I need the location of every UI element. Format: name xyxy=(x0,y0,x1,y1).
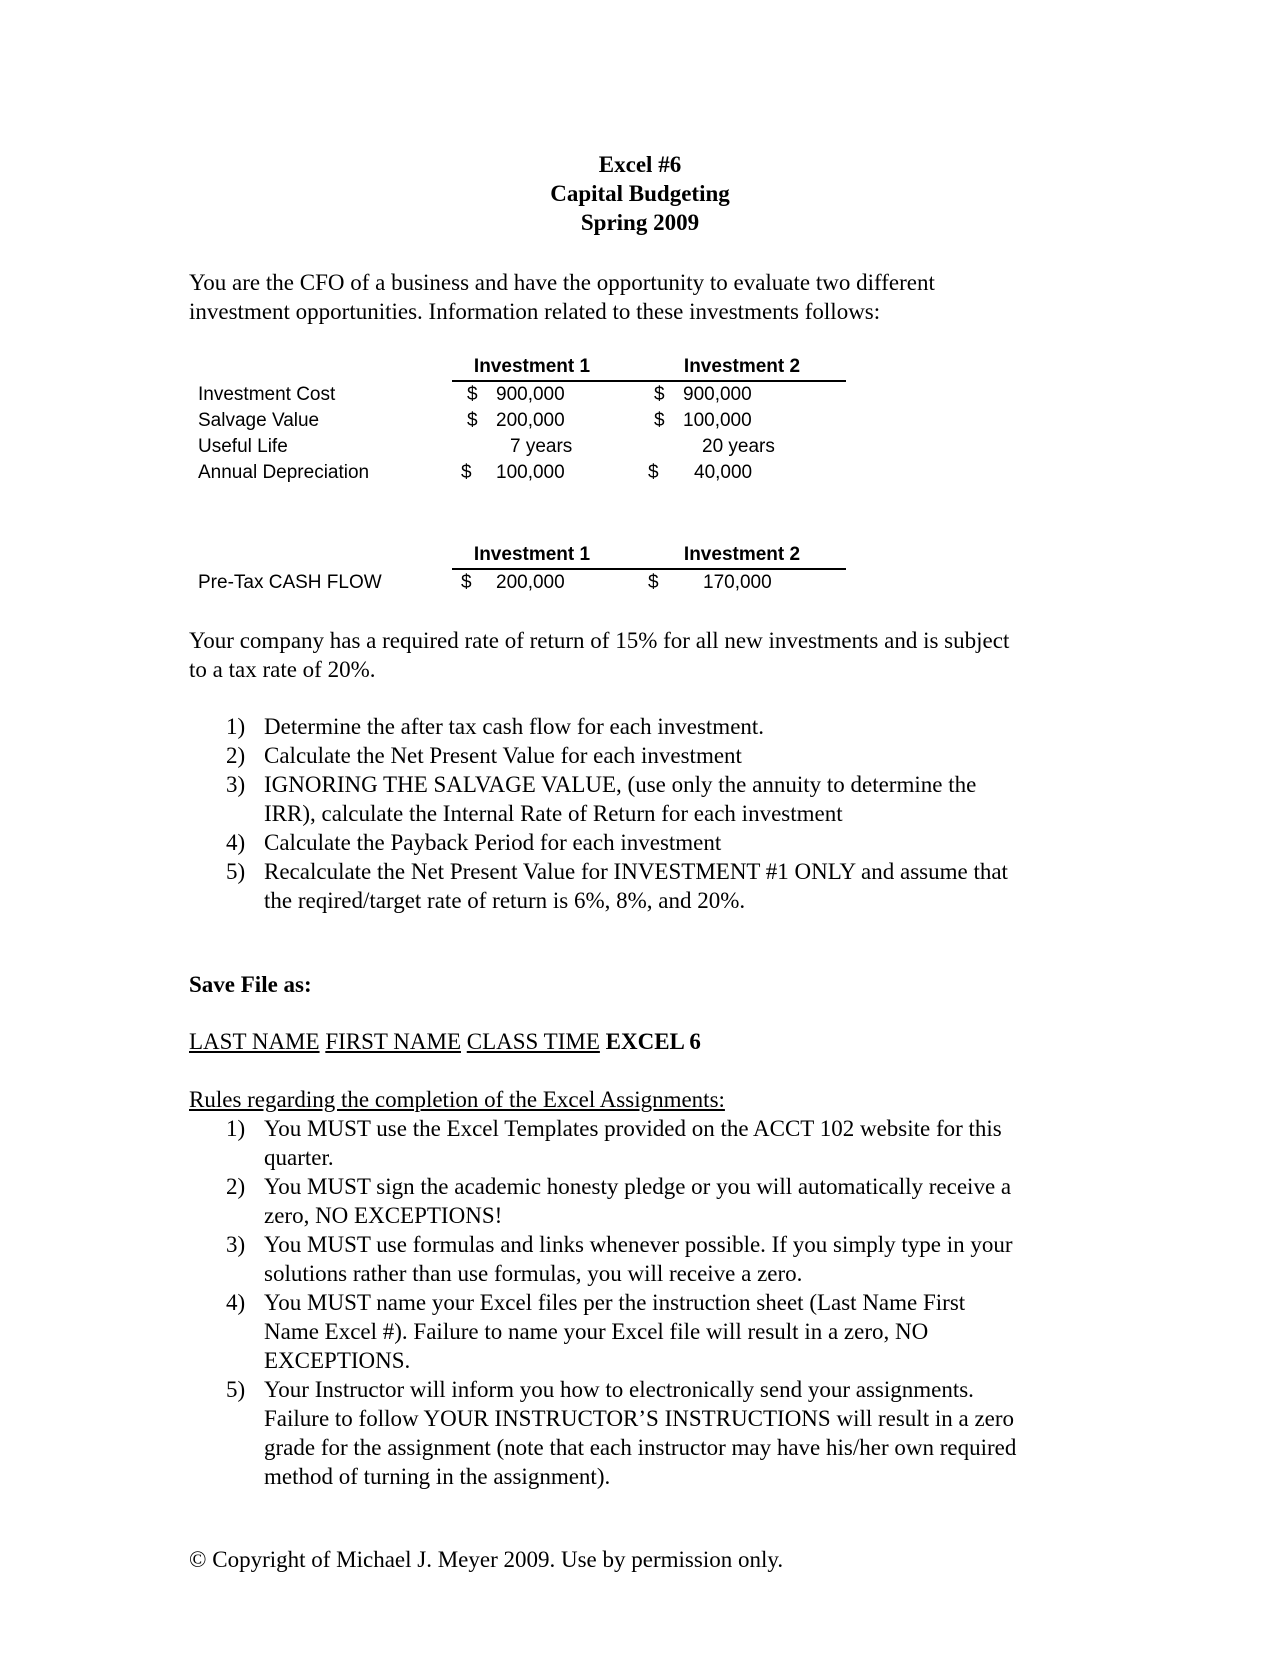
rule-item xyxy=(220,1375,1016,1491)
task-text: Recalculate the Net Present Value for INVESTMENT #1 ONLY and assume that xyxy=(264,859,1008,884)
task-text: Calculate the Payback Period for each investment xyxy=(264,830,722,855)
rule-text: method of turning in the assignment). xyxy=(264,1464,611,1489)
rule-text: Failure to follow YOUR INSTRUCTOR’S INSTRUCTIONS will result in a zero xyxy=(264,1406,1015,1431)
rule-item xyxy=(220,1288,1016,1375)
column-header-investment-1: Investment 1 xyxy=(473,544,591,565)
task-item xyxy=(220,741,1008,770)
rule-text: You MUST use formulas and links whenever possible. If you simply type in your xyxy=(264,1232,1013,1257)
investment-2-depreciation: 40,000 xyxy=(694,462,753,483)
rule-text: solutions rather than use formulas, you will receive a zero. xyxy=(264,1261,803,1286)
file-name-excel: EXCEL 6 xyxy=(605,1029,701,1054)
investment-1-cost: 900,000 xyxy=(496,384,565,405)
rule-number: 5) xyxy=(226,1377,246,1402)
file-name-last-name: LAST NAME xyxy=(189,1029,320,1054)
rule-number: 2) xyxy=(226,1174,246,1199)
requirements-paragraph xyxy=(189,626,1009,684)
rule-item xyxy=(220,1230,1016,1288)
title-line-subject: Capital Budgeting xyxy=(550,181,730,206)
investment-2-cash-flow: 170,000 xyxy=(703,572,772,593)
rule-text: Name Excel #). Failure to name your Excel file will result in a zero, NO xyxy=(264,1319,929,1344)
requirements-line: Your company has a required rate of return of 15% for all new investments and is subject xyxy=(189,628,1010,653)
currency-symbol: $ xyxy=(467,384,478,405)
rule-text: EXCEPTIONS. xyxy=(264,1348,411,1373)
rule-number: 3) xyxy=(226,1232,246,1257)
task-item xyxy=(220,857,1008,915)
column-header-investment-1: Investment 1 xyxy=(473,356,591,377)
requirements-line: to a tax rate of 20%. xyxy=(189,657,376,682)
rules-list xyxy=(220,1114,1016,1491)
task-number: 3) xyxy=(226,772,246,797)
rule-text: You MUST sign the academic honesty pledge or you will automatically receive a xyxy=(264,1174,1012,1199)
task-text: Determine the after tax cash flow for each investment. xyxy=(264,714,765,739)
currency-symbol: $ xyxy=(461,572,472,593)
rules-heading: Rules regarding the completion of the Excel Assignments: xyxy=(189,1087,725,1112)
copyright-footer: © Copyright of Michael J. Meyer 2009. Use by permission only. xyxy=(189,1547,784,1572)
investment-1-useful-life: 7 years xyxy=(510,436,573,457)
rule-item xyxy=(220,1172,1016,1230)
currency-symbol: $ xyxy=(467,410,478,431)
intro-line: investment opportunities. Information related to these investments follows: xyxy=(189,299,881,324)
task-text: IGNORING THE SALVAGE VALUE, (use only the annuity to determine the xyxy=(264,772,977,797)
task-number: 2) xyxy=(226,743,246,768)
task-item xyxy=(220,828,1008,857)
task-text: Calculate the Net Present Value for each investment xyxy=(264,743,742,768)
rule-text: quarter. xyxy=(264,1145,334,1170)
row-label-annual-depreciation: Annual Depreciation xyxy=(198,462,370,483)
rule-text: Your Instructor will inform you how to electronically send your assignments. xyxy=(264,1377,974,1402)
file-name-first-name: FIRST NAME xyxy=(325,1029,461,1054)
currency-symbol: $ xyxy=(461,462,472,483)
rule-number: 4) xyxy=(226,1290,246,1315)
task-text: IRR), calculate the Internal Rate of Return for each investment xyxy=(264,801,843,826)
rule-item xyxy=(220,1114,1016,1172)
task-list xyxy=(220,712,1008,915)
title-line-term: Spring 2009 xyxy=(580,210,700,235)
rule-text: You MUST name your Excel files per the instruction sheet (Last Name First xyxy=(264,1290,966,1315)
row-label-pre-tax-cash-flow: Pre-Tax CASH FLOW xyxy=(198,572,382,593)
task-item xyxy=(220,712,1008,741)
column-header-investment-2: Investment 2 xyxy=(683,544,801,565)
investment-1-cash-flow: 200,000 xyxy=(496,572,565,593)
task-number: 5) xyxy=(226,859,246,884)
row-label-salvage-value: Salvage Value xyxy=(198,410,320,431)
row-label-useful-life: Useful Life xyxy=(198,436,288,457)
task-number: 4) xyxy=(226,830,246,855)
rule-text: grade for the assignment (note that each instructor may have his/her own required xyxy=(264,1435,1017,1460)
currency-symbol: $ xyxy=(648,462,659,483)
rule-number: 1) xyxy=(226,1116,246,1141)
task-item xyxy=(220,770,1008,828)
investment-2-useful-life: 20 years xyxy=(702,436,775,457)
column-header-investment-2: Investment 2 xyxy=(683,356,801,377)
task-text: the reqired/target rate of return is 6%, 8%, and 20%. xyxy=(264,888,746,913)
currency-symbol: $ xyxy=(654,410,665,431)
investment-1-salvage: 200,000 xyxy=(496,410,565,431)
rule-text: zero, NO EXCEPTIONS! xyxy=(264,1203,503,1228)
file-name-format xyxy=(189,1027,701,1056)
rule-text: You MUST use the Excel Templates provided on the ACCT 102 website for this xyxy=(264,1116,1002,1141)
currency-symbol: $ xyxy=(648,572,659,593)
save-heading: Save File as: xyxy=(189,972,312,997)
file-name-class-time: CLASS TIME xyxy=(466,1029,600,1054)
row-label-investment-cost: Investment Cost xyxy=(198,384,336,405)
currency-symbol: $ xyxy=(654,384,665,405)
investment-1-depreciation: 100,000 xyxy=(496,462,565,483)
intro-line: You are the CFO of a business and have the opportunity to evaluate two different xyxy=(189,270,935,295)
task-number: 1) xyxy=(226,714,246,739)
investment-2-cost: 900,000 xyxy=(683,384,752,405)
title-line-excel: Excel #6 xyxy=(598,152,682,177)
investment-2-salvage: 100,000 xyxy=(683,410,752,431)
